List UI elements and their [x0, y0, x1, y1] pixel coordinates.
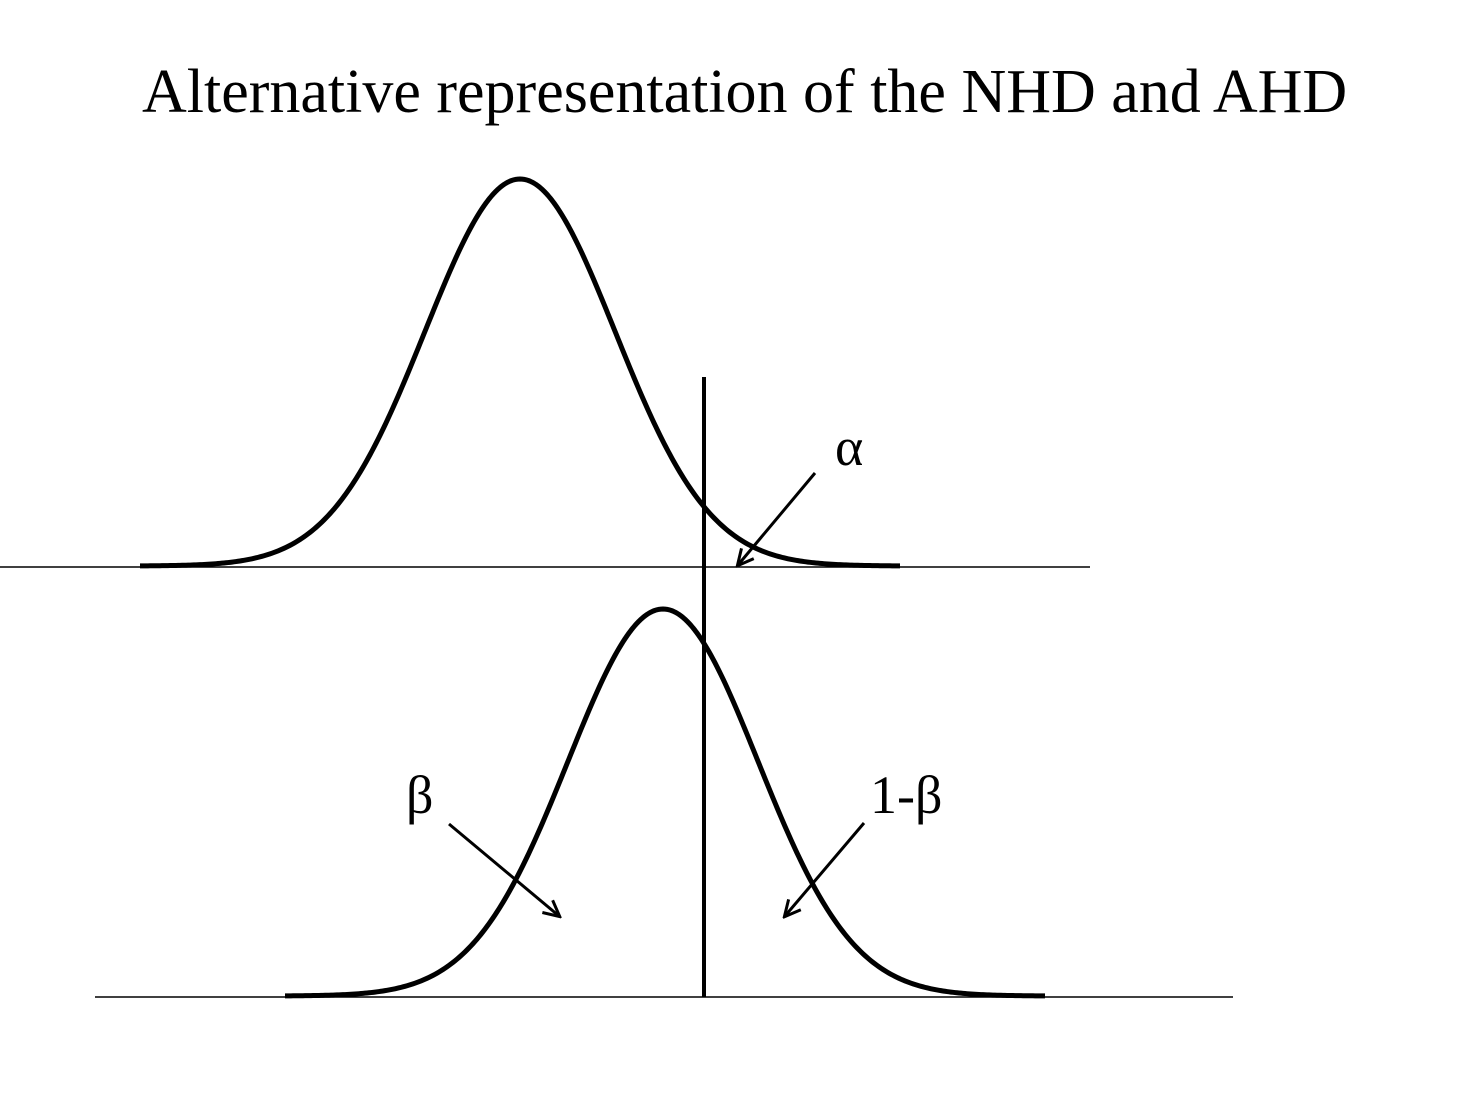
- beta-label: β: [406, 765, 434, 825]
- power-label: 1-β: [870, 765, 943, 825]
- diagram-title: Alternative representation of the NHD and AHD: [142, 58, 1348, 126]
- alpha-arrow: [738, 473, 815, 565]
- alpha-label: α: [835, 417, 864, 477]
